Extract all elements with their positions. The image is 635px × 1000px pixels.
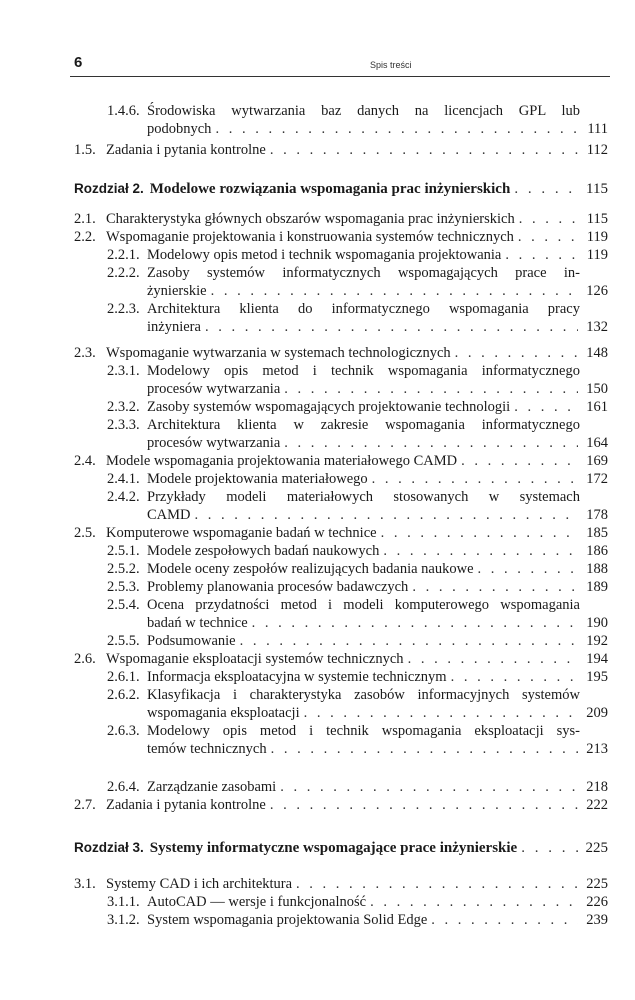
leader-dots (383, 542, 578, 560)
entry-number: 2.7. (74, 797, 96, 813)
entry-number: 1.5. (74, 142, 96, 158)
running-head: Spis treści (370, 60, 412, 70)
toc-entry (74, 452, 608, 470)
chapter-label: Rozdział 3. (74, 840, 144, 855)
leader-dots (270, 141, 579, 159)
entry-page-number: 161 (586, 399, 608, 415)
entry-page-number: 172 (586, 471, 608, 487)
entry-title: Zasoby systemów informatycznych wspomagających prace in- (147, 265, 580, 281)
leader-dots (412, 578, 578, 596)
entry-title: Charakterystyka głównych obszarów wspomagania prac inżynierskich (106, 211, 515, 227)
entry-number: 2.6. (74, 651, 96, 667)
entry-title: Modelowe rozwiązania wspomagania prac inżynierskich (149, 181, 511, 197)
leader-dots (451, 668, 579, 686)
toc-entry (74, 210, 608, 228)
entry-page-number: 148 (586, 345, 608, 361)
entry-title: Problemy planowania procesów badawczych (147, 579, 409, 595)
entry-title: Modele zespołowych badań naukowych (147, 543, 380, 559)
entry-number: 2.4.2. (107, 489, 140, 505)
leader-dots (280, 778, 578, 796)
toc-chapter-entry (74, 839, 608, 857)
entry-page-number: 239 (586, 912, 608, 928)
leader-dots (461, 452, 578, 470)
leader-dots (505, 246, 578, 264)
entry-page-number: 209 (586, 705, 608, 721)
entry-title: Środowiska wytwarzania baz danych na licencjach GPL lub (147, 103, 580, 119)
entry-number: 2.6.2. (107, 687, 140, 703)
leader-dots (215, 120, 579, 138)
entry-title: temów technicznych (147, 741, 267, 757)
entry-page-number: 119 (586, 247, 608, 263)
toc-entry (74, 344, 608, 362)
leader-dots (252, 614, 579, 632)
leader-dots (381, 524, 579, 542)
entry-title: procesów wytwarzania (147, 381, 281, 397)
entry-page-number: 119 (586, 229, 608, 245)
entry-title: Zasoby systemów wspomagających projektowanie technologii (147, 399, 511, 415)
entry-title: Modele oceny zespołów realizujących badania naukowe (147, 561, 474, 577)
entry-page-number: 111 (587, 121, 608, 137)
entry-title: Zadania i pytania kontrolne (106, 797, 266, 813)
toc-entry (107, 246, 608, 264)
entry-number: 2.2. (74, 229, 96, 245)
entry-number: 2.5.3. (107, 579, 140, 595)
leader-dots (408, 650, 579, 668)
entry-title: Wspomaganie eksploatacji systemów technicznych (106, 651, 404, 667)
entry-title: żynierskie (147, 283, 207, 299)
leader-dots (271, 740, 579, 758)
entry-page-number: 178 (586, 507, 608, 523)
toc-entry (107, 911, 608, 929)
entry-title: AutoCAD — wersje i funkcjonalność (147, 894, 367, 910)
leader-dots (519, 210, 579, 228)
leader-dots (455, 344, 579, 362)
toc-entry (107, 264, 608, 300)
leader-dots (240, 632, 579, 650)
entry-title: inżyniera (147, 319, 201, 335)
entry-title: Modelowy opis metod i technik wspomagania projektowania (147, 247, 502, 263)
leader-dots (296, 875, 578, 893)
entry-page-number: 225 (585, 840, 608, 856)
toc-entry (107, 300, 608, 336)
entry-page-number: 218 (586, 779, 608, 795)
entry-page-number: 190 (586, 615, 608, 631)
entry-number: 2.3.3. (107, 417, 140, 433)
entry-title: Informacja eksploatacyjna w systemie technicznym (147, 669, 447, 685)
toc-chapter-entry (74, 180, 608, 198)
entry-number: 2.6.3. (107, 723, 140, 739)
entry-page-number: 112 (586, 142, 608, 158)
toc-entry (107, 488, 608, 524)
entry-page-number: 195 (586, 669, 608, 685)
chapter-label: Rozdział 2. (74, 181, 144, 196)
entry-page-number: 185 (586, 525, 608, 541)
entry-number: 2.4.1. (107, 471, 140, 487)
entry-number: 2.5.4. (107, 597, 140, 613)
entry-page-number: 126 (586, 283, 608, 299)
leader-dots (205, 318, 578, 336)
leader-dots (518, 228, 579, 246)
leader-dots (514, 180, 578, 198)
toc-entry (107, 778, 608, 796)
page-number: 6 (74, 54, 83, 71)
entry-title: CAMD (147, 507, 191, 523)
toc-entry (107, 362, 608, 398)
leader-dots (372, 470, 579, 488)
entry-page-number: 150 (586, 381, 608, 397)
entry-title: Komputerowe wspomaganie badań w technice (106, 525, 377, 541)
toc-entry (74, 650, 608, 668)
entry-title: Modele wspomagania projektowania materiałowego CAMD (106, 453, 458, 469)
entry-number: 2.4. (74, 453, 96, 469)
entry-number: 2.2.1. (107, 247, 140, 263)
toc-entry (107, 102, 608, 138)
leader-dots (514, 398, 578, 416)
entry-title: Wspomaganie wytwarzania w systemach technologicznych (106, 345, 451, 361)
leader-dots (478, 560, 579, 578)
entry-page-number: 164 (586, 435, 608, 451)
entry-title: Modele projektowania materiałowego (147, 471, 368, 487)
entry-title: Zarządzanie zasobami (147, 779, 277, 795)
toc-entry (107, 722, 608, 758)
entry-number: 2.2.2. (107, 265, 140, 281)
entry-title: Architektura klienta w zakresie wspomagania informatycznego (147, 417, 580, 433)
entry-title: Modelowy opis metod i technik wspomagania informatycznego (147, 363, 580, 379)
entry-page-number: 115 (586, 181, 608, 197)
entry-number: 2.5.5. (107, 633, 140, 649)
toc-entry (74, 875, 608, 893)
entry-title: badań w technice (147, 615, 248, 631)
entry-title: podobnych (147, 121, 212, 137)
entry-title: Architektura klienta do informatycznego wspomagania pracy (147, 301, 580, 317)
entry-number: 2.6.4. (107, 779, 140, 795)
leader-dots (270, 796, 578, 814)
entry-title: Modelowy opis metod i technik wspomagania eksploatacji sys- (147, 723, 580, 739)
entry-page-number: 189 (586, 579, 608, 595)
entry-number: 1.4.6. (107, 103, 140, 119)
entry-title: Klasyfikacja i charakterystyka zasobów informacyjnych systemów (147, 687, 580, 703)
entry-page-number: 169 (586, 453, 608, 469)
toc-entry (107, 398, 608, 416)
toc-entry (107, 542, 608, 560)
entry-number: 2.3. (74, 345, 96, 361)
entry-title: Systemy informatyczne wspomagające prace inżynierskie (149, 840, 518, 856)
toc-entry (107, 560, 608, 578)
entry-title: wspomagania eksploatacji (147, 705, 300, 721)
entry-page-number: 222 (586, 797, 608, 813)
leader-dots (211, 282, 579, 300)
leader-dots (284, 380, 578, 398)
toc-entry (107, 686, 608, 722)
toc-entry (107, 578, 608, 596)
entry-title: Przykłady modeli materiałowych stosowanych w systemach (147, 489, 580, 505)
toc-entry (107, 470, 608, 488)
entry-title: Zadania i pytania kontrolne (106, 142, 266, 158)
entry-title: Systemy CAD i ich architektura (106, 876, 293, 892)
leader-dots (521, 839, 577, 857)
toc-entry (74, 796, 608, 814)
entry-number: 3.1. (74, 876, 96, 892)
leader-dots (284, 434, 578, 452)
toc-entry (74, 141, 608, 159)
leader-dots (195, 506, 579, 524)
toc-entry (107, 668, 608, 686)
toc-entry (107, 893, 608, 911)
entry-number: 2.6.1. (107, 669, 140, 685)
entry-title: Ocena przydatności metod i modeli komputerowego wspomagania (147, 597, 580, 613)
entry-page-number: 188 (586, 561, 608, 577)
entry-number: 2.3.2. (107, 399, 140, 415)
entry-number: 2.1. (74, 211, 96, 227)
entry-page-number: 132 (586, 319, 608, 335)
entry-title: Wspomaganie projektowania i konstruowania systemów technicznych (106, 229, 514, 245)
entry-page-number: 225 (586, 876, 608, 892)
entry-number: 3.1.2. (107, 912, 140, 928)
entry-number: 2.5. (74, 525, 96, 541)
entry-number: 3.1.1. (107, 894, 140, 910)
entry-number: 2.5.2. (107, 561, 140, 577)
leader-dots (370, 893, 578, 911)
entry-page-number: 194 (586, 651, 608, 667)
entry-title: System wspomagania projektowania Solid Edge (147, 912, 428, 928)
entry-number: 2.2.3. (107, 301, 140, 317)
toc-entry (74, 228, 608, 246)
toc-entry (74, 524, 608, 542)
toc-entry (107, 632, 608, 650)
entry-page-number: 192 (586, 633, 608, 649)
entry-page-number: 213 (586, 741, 608, 757)
entry-page-number: 226 (586, 894, 608, 910)
toc-entry (107, 596, 608, 632)
leader-dots (431, 911, 578, 929)
entry-page-number: 186 (586, 543, 608, 559)
entry-number: 2.3.1. (107, 363, 140, 379)
entry-number: 2.5.1. (107, 543, 140, 559)
entry-page-number: 115 (586, 211, 608, 227)
entry-title: Podsumowanie (147, 633, 236, 649)
toc-entry (107, 416, 608, 452)
entry-title: procesów wytwarzania (147, 435, 281, 451)
leader-dots (304, 704, 579, 722)
